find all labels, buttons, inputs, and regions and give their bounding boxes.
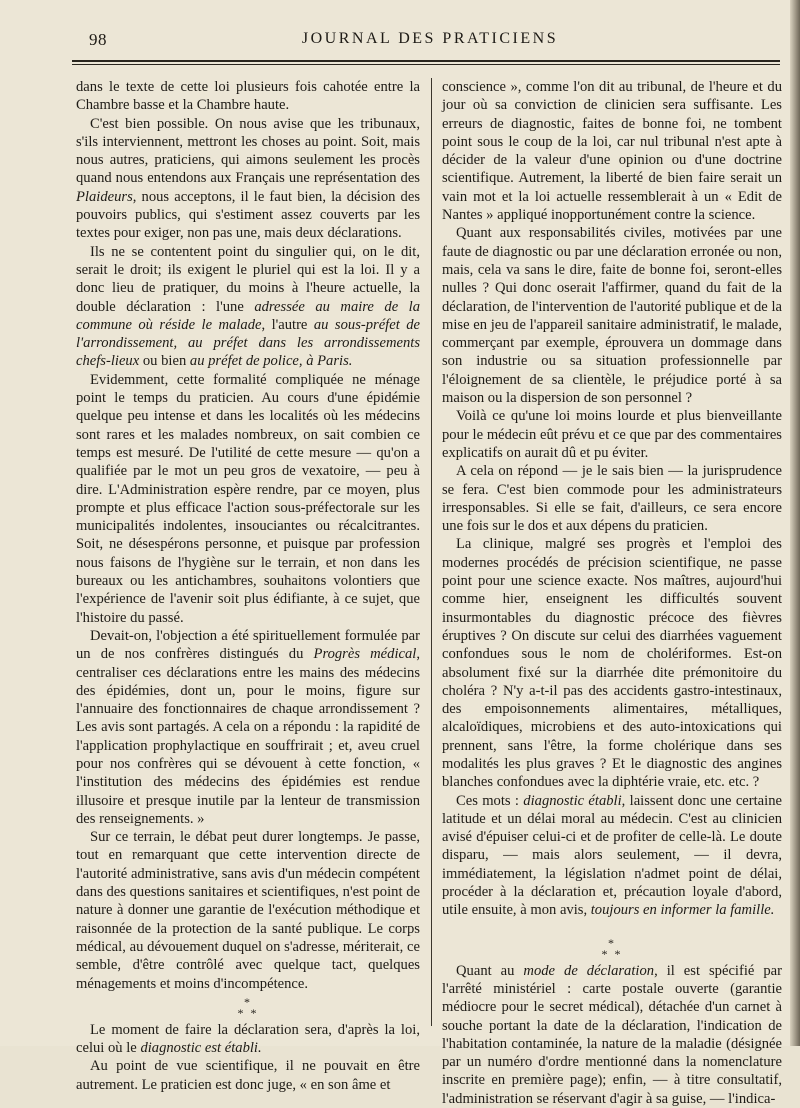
paragraph: Ils ne se contentent point du singulier qui, on le dit, serait le droit; ils exigent le pluriel qui est la loi. Il y a donc lieu de pratiquer, du moins à l'heure actuelle, la double déclaration : l'une adressée au maire de la commune où réside le malade, l'autre au sous-préfet de l'arrondissement, au préfet dans les arrondissements chefs-lieux ou bien au préfet de police, à Paris. [76, 243, 421, 370]
paragraph: Sur ce terrain, le débat peut durer longtemps. Je passe, tout en remarquant que cette intervention directe de l'autorité administrative, sans avis d'un médecin compétent dans des questions sanitaires et scientifiques, n'est point de nature à donner une garantie de l'exécution méthodique et raisonnée de la protection de la santé publique. Le corps médical, au dévouement duquel on s'adresse, mériterait, ce semble, d'être contrôlé avec quelque tact, quelques ménagements et moins d'incompétence. [76, 829, 420, 992]
paragraph: Voilà ce qu'une loi moins lourde et plus bienveillante pour le médecin eût prévu et ce que par des commentaires explicatifs on aurait dû et pu éviter. [442, 408, 782, 461]
column-divider [431, 78, 432, 1026]
paragraph: dans le texte de cette loi plusieurs fois cahotée entre la Chambre basse et la Chambre haute. [76, 79, 420, 114]
paragraph: conscience », comme l'on dit au tribunal, de l'heure et du jour où sa conviction de clinicien sera suffisante. Les erreurs de diagnostic, faites de bonne foi, ne tombent point sous le coup de la loi, car nul tribunal n'est apte à décider de la valeur d'une opinion ou d'une doctrine scientifique. Autrement, la liberté de bien faire serait un vain mot et la loi actuelle ressemblerait à un « Edit de Nantes » appliqué inopportunément contre la science. [442, 79, 782, 224]
page-number: 98 [89, 30, 107, 49]
paragraph: Ces mots : diagnostic établi, laissent donc une certaine latitude et un délai moral au médecin. C'est au clinicien avisé d'épuiser celui-ci et de profiter de celle-là. Le doute disparu, — mais alors seulement, — il devra, immédiatement, la législation n'admet point de délai, procéder à la déclaration et, précaution loyale d'abord, utile ensuite, à mon avis, toujours en informer la famille. [442, 792, 782, 919]
running-title: JOURNAL DES PRATICIENS [301, 30, 559, 47]
section-asterism: * * * [237, 994, 259, 1020]
paragraph: Quant aux responsabilités civiles, motivées par une faute de diagnostic ou par une déclaration erronée ou non, mais, cela va sans le dire, faite de bonne foi, seront-elles nulles ? Qui donc oserait l'affirmer, quand du fait de la déclaration, de l'intervention de l'autorité publique et de la mise en jeu de l'appareil sanitaire administratif, le malade, commerçant par exemple, éprouvera un dommage dans son industrie ou sa situation professionnelle par l'éloignement de sa clientèle, le préjudice porté à sa maison ou la dispersion de son personnel ? [442, 225, 782, 407]
page-header [80, 30, 780, 52]
header-rule [72, 60, 780, 62]
paragraph: Le moment de faire la déclaration sera, d'après la loi, celui où le diagnostic est établi. [76, 1021, 420, 1057]
header-rule-thin [72, 64, 780, 65]
paragraph: C'est bien possible. On nous avise que les tribunaux, s'ils interviennent, mettront les choses au point. Soit, mais nous autres, praticiens, qui aimons seulement les procès quand nous entendons aux Français une représentation des Plaideurs, nous acceptons, il le faut bien, la décision des pouvoirs publics, qui s'estiment assez couverts par les textes pour exiger, non pas une, mais deux déclarations. [76, 115, 420, 242]
right-column [442, 78, 782, 1108]
page-binding-edge [790, 0, 800, 1046]
left-column [76, 78, 420, 1094]
paragraph: Quant au mode de déclaration, il est spécifié par l'arrêté ministériel : carte postale ouverte (garantie médiocre pour le secret médical), détachée d'un carnet à souche portant la date de la déclaration, l'indication de l'habitation contaminée, la nature de la maladie (désignée par un numéro d'ordre mentionné dans la nomenclature inscrite en première page); enfin, — à titre consultatif, l'administration se réservant d'agir à sa guise, — l'indica- [442, 962, 782, 1107]
paragraph: Au point de vue scientifique, il ne pouvait en être autrement. Le praticien est donc juge, « en son âme et [76, 1058, 420, 1093]
section-asterism: * * * [601, 935, 623, 961]
paragraph: Evidemment, cette formalité compliquée ne ménage point le temps du praticien. Au cours d'une épidémie quelque peu intense et dans les localités où les médecins sont rares et les malades nombreux, on sait combien ce temps est mesuré. De l'utilité de cette mesure — qu'on a qualifiée par le mot un peu gros de vexatoire, — peu à dire. L'Administration espère rendre, par ce moyen, plus prompte et plus efficace l'action sous-préfectorale sur les municipalités indolentes, insouciantes ou récalcitrantes. Soit, ne désespérons personne, et puisque par profession nous faisons de l'hygiène sur le terrain, et non dans les bureaux ou les antichambres, souhaitons volontiers que l'expérience de l'avenir soit plus édifiante, à ce sujet, que l'histoire du passé. [76, 371, 420, 626]
paragraph: Devait-on, l'objection a été spirituellement formulée par un de nos confrères distingués du Progrès médical, centraliser ces déclarations entre les mains des médecins des épidémies, dont un, pour le moins, figure sur l'annuaire des fonctionnaires de chaque arrondissement ? Les avis sont partagés. A cela on a répondu : la rapidité de l'application prophylactique en souffrirait ; et, aveu cruel pour nos confrères qui se dévouent à cette fonction, « l'institution des médecins des épidémies est rendue illusoire et presque inutile par la lenteur de transmission des renseignements. » [76, 627, 421, 827]
paragraph: A cela on répond — je le sais bien — la jurisprudence se fera. C'est bien commode pour les administrateurs irresponsables. Si elle se fait, d'ailleurs, ce sera encore une fois sur le dos et aux dépens du praticien. [442, 463, 782, 535]
paragraph: La clinique, malgré ses progrès et l'emploi des modernes procédés de précision scientifique, ne passe point pour une science exacte. Nos maîtres, aujourd'hui comme hier, enseignent les difficultés souvent insurmontables du diagnostic précoce des fièvres éruptives ? On discute sur celui des diarrhées vaguement confondues sous le nom de cholériformes. Est-on absolument fixé sur la diarrhée dite prémonitoire du choléra ? N'y a-t-il pas des accidents gastro-intestinaux, des empoisonnements alimentaires, métalliques, alcaloïdiques, microbiens et des auto-intoxications qui prennent, sans l'être, la forme cholérique dans ses modalités les plus graves ? Et le diagnostic des angines blanches confondues avec la diphtérie vraie, etc. etc. ? [442, 536, 782, 791]
